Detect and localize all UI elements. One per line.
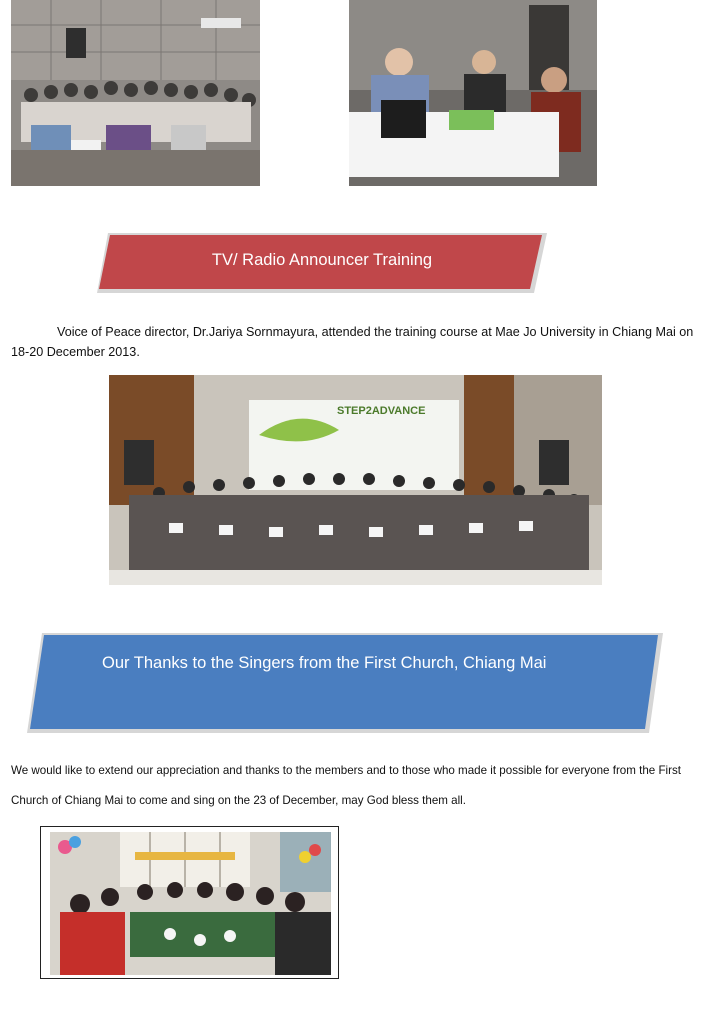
training-banner-title: TV/ Radio Announcer Training	[211, 251, 433, 269]
training-paragraph	[11, 322, 711, 362]
thanks-banner-shape	[26, 632, 664, 734]
thanks-paragraph: We would like to extend our appreciation and thanks to the members and to those who made it possible for everyone from the First Church of Chiang Mai to come and sing on the 23 of December, may God bless them all.	[11, 764, 682, 807]
training-sign-title: STEP2ADVANCE	[337, 405, 426, 417]
thanks-banner-title: Our Thanks to the Singers from the First Church, Chiang Mai	[102, 654, 547, 672]
training-banner	[96, 232, 548, 294]
training-paragraph-text: Voice of Peace director, Dr.Jariya Sornmayura, attended the training course at Mae Jo University in Chiang Mai on 18-20 December 2013.	[11, 325, 694, 359]
thanks-banner	[26, 632, 664, 734]
meeting-laptop-photo	[349, 0, 597, 186]
church-photo-frame	[40, 826, 339, 979]
training-group-photo	[109, 375, 602, 585]
church-group-photo	[50, 832, 331, 975]
group-photo-studio	[11, 0, 260, 186]
